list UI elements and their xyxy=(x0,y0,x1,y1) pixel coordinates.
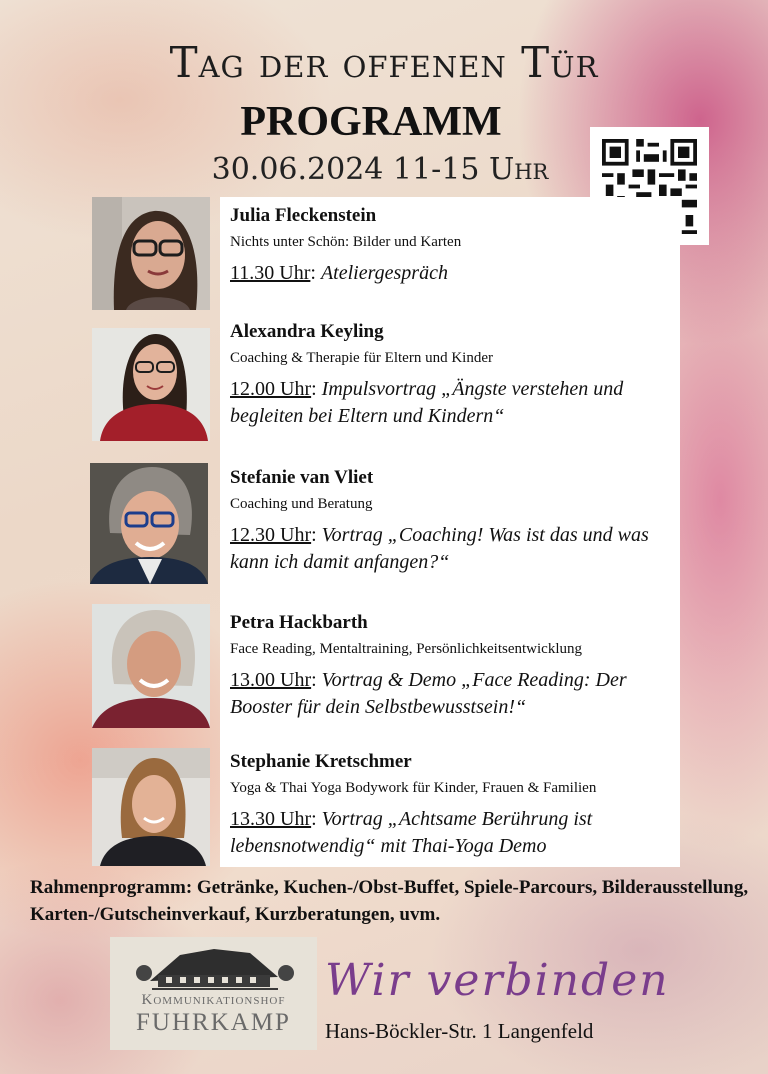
talk-topic: Impulsvortrag „Ängste verstehen und begleiten bei Eltern und Kindern“ xyxy=(230,378,624,427)
speaker-photo-vanvliet xyxy=(90,463,208,584)
event-title: Tag der offenen Tür xyxy=(169,38,599,87)
speaker-name: Alexandra Keyling xyxy=(230,321,384,342)
speaker-entry: Alexandra Keyling Coaching & Therapie für Eltern und Kinder 12.00 Uhr: Impulsvortrag „Ängste verstehen und begleiten bei Eltern und Kindern“ xyxy=(230,321,680,430)
speaker-entry: Julia Fleckenstein Nichts unter Schön: Bilder und Karten 11.30 Uhr: Ateliergespräch xyxy=(230,205,680,287)
talk-time: 13.00 Uhr xyxy=(230,669,312,691)
talk-topic: Vortrag „Coaching! Was ist das und was kann ich damit anfangen?“ xyxy=(230,524,649,573)
speaker-description: Coaching & Therapie für Eltern und Kinder xyxy=(230,350,493,366)
speaker-entry: Petra Hackbarth Face Reading, Mentaltraining, Persönlichkeitsentwicklung 13.00 Uhr: Vortrag & Demo „Face Reading: Der Booster für dein Selbstbewusstsein!“ xyxy=(230,612,680,721)
speaker-photo-fleckenstein xyxy=(92,197,210,310)
speaker-name: Stephanie Kretschmer xyxy=(230,751,412,772)
speaker-entry: Stefanie van Vliet Coaching und Beratung 12.30 Uhr: Vortrag „Coaching! Was ist das und was kann ich damit anfangen?“ xyxy=(230,467,680,576)
speaker-name: Petra Hackbarth xyxy=(230,612,368,633)
talk-topic: Vortrag „Achtsame Berührung ist lebensnotwendig“ mit Thai-Yoga Demo xyxy=(230,808,593,857)
program-heading: PROGRAMM xyxy=(240,99,502,145)
speaker-photo-hackbarth xyxy=(92,604,210,728)
slogan: Wir verbinden xyxy=(325,955,670,1006)
speaker-description: Nichts unter Schön: Bilder und Karten xyxy=(230,234,462,250)
address: Hans-Böckler-Str. 1 Langenfeld xyxy=(325,1019,594,1043)
side-program: Rahmenprogramm: Getränke, Kuchen-/Obst-Buffet, Spiele-Parcours, Bilderausstellung, Karten-/Gutscheinverkauf, Kurzberatungen, uvm. xyxy=(30,877,749,925)
logo-line2: FUHRKAMP xyxy=(136,1009,291,1036)
speaker-photo-keyling xyxy=(92,328,210,441)
talk-topic: Ateliergespräch xyxy=(320,262,448,284)
talk-topic: Vortrag & Demo „Face Reading: Der Booster für dein Selbstbewusstsein!“ xyxy=(230,669,627,718)
event-date: 30.06.2024 11-15 Uhr xyxy=(211,152,549,187)
speaker-entry: Stephanie Kretschmer Yoga & Thai Yoga Bodywork für Kinder, Frauen & Familien 13.30 Uhr: Vortrag „Achtsame Berührung ist lebensnotwendig“ mit Thai-Yoga Demo xyxy=(230,751,680,860)
speaker-description: Yoga & Thai Yoga Bodywork für Kinder, Frauen & Familien xyxy=(230,780,597,796)
talk-time: 11.30 Uhr xyxy=(230,262,311,284)
talk-time: 12.30 Uhr xyxy=(230,524,312,546)
logo-line1: Kommunikationshof xyxy=(141,992,286,1008)
farmhouse-icon xyxy=(110,937,317,993)
kommunikationshof-logo xyxy=(110,937,317,1050)
talk-time: 13.30 Uhr xyxy=(230,808,312,830)
speaker-photo-kretschmer xyxy=(92,748,210,866)
talk-time: 12.00 Uhr xyxy=(230,378,312,400)
speaker-description: Face Reading, Mentaltraining, Persönlichkeitsentwicklung xyxy=(230,641,583,657)
speaker-description: Coaching und Beratung xyxy=(230,496,373,512)
speaker-name: Julia Fleckenstein xyxy=(230,205,377,226)
speaker-name: Stefanie van Vliet xyxy=(230,467,374,488)
